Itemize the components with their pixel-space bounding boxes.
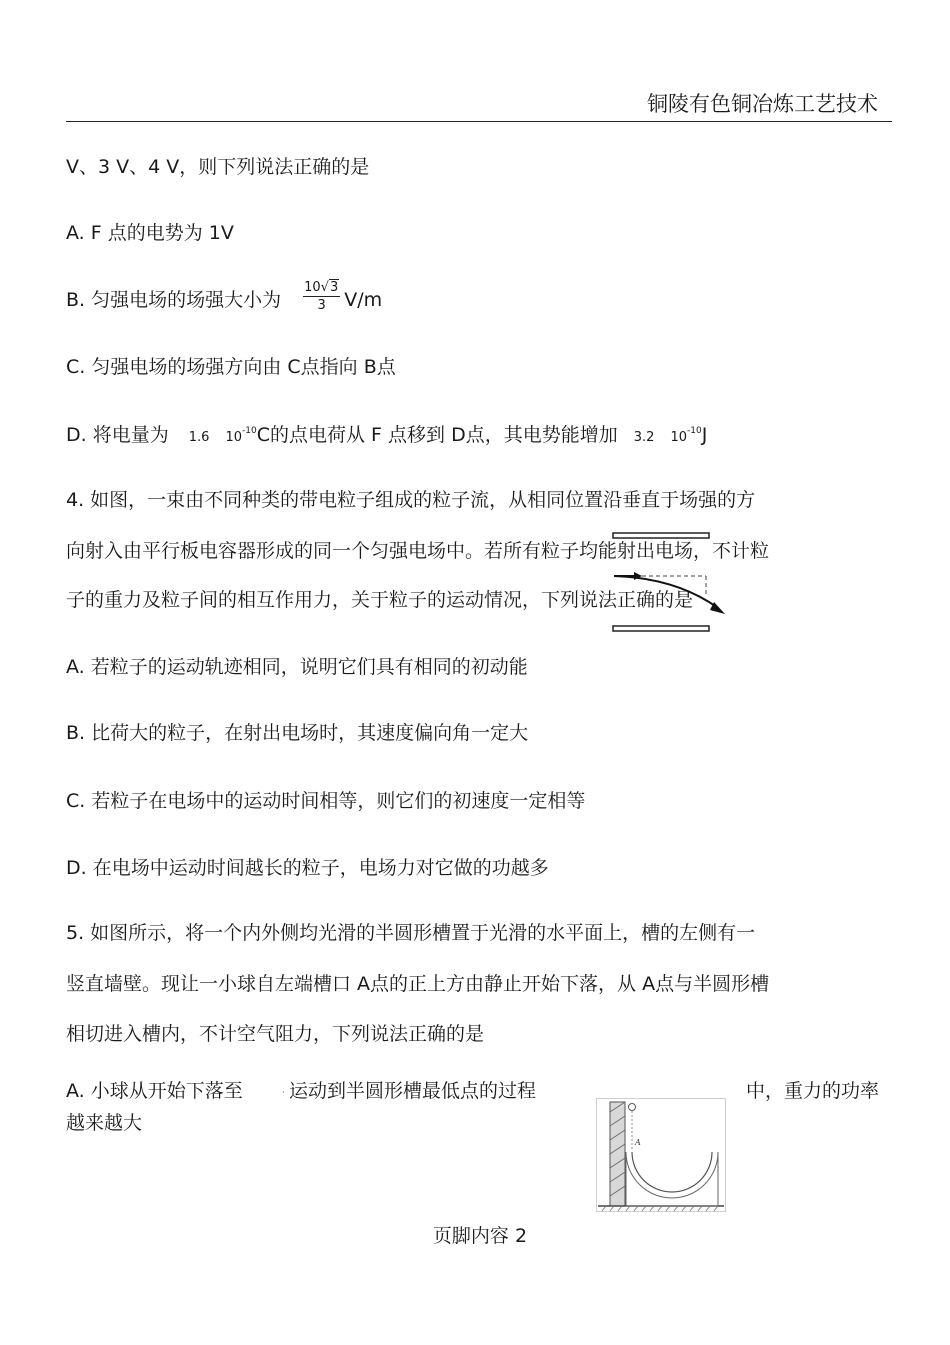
- q4-option-d: D. 在电场中运动时间越长的粒子，电场力对它做的功越多: [66, 857, 549, 879]
- q3-option-d-unit: J: [701, 424, 708, 446]
- energy-coefficient: 3.2: [633, 430, 655, 445]
- fraction-coefficient: 10: [304, 280, 321, 295]
- q3-option-d: [66, 420, 707, 447]
- q4-stem-line-3: 子的重力及粒子间的相互作用力，关于粒子的运动情况，下列说法正确的是: [66, 589, 694, 611]
- charge-coefficient: 1.6: [188, 430, 210, 445]
- point-a-label: A: [635, 1138, 641, 1147]
- q3-option-d-text-2: C的点电荷从 F 点移到 D点，其电势能增加: [256, 424, 618, 446]
- field-strength-fraction: $\frac{10√3}{3}$: [304, 280, 339, 313]
- q5-option-a-part-2: 运动到半圆形槽最低点的过程: [289, 1080, 537, 1102]
- q4-stem-line-2: 向射入由平行板电容器形成的同一个匀强电场中。若所有粒子均能射出电场，不计粒: [66, 540, 770, 562]
- q3-stem-continuation: V、3 V、4 V，则下列说法正确的是: [66, 156, 370, 178]
- q5-option-a-part-3: 中，重力的功率: [746, 1080, 880, 1102]
- q4-option-a: A. 若粒子的运动轨迹相同，说明它们具有相同的初动能: [66, 656, 528, 678]
- q5-stem-line-1: 5. 如图所示，将一个内外侧均光滑的半圆形槽置于光滑的水平面上，槽的左侧有一: [66, 922, 756, 944]
- q4-stem-line-1: 4. 如图，一束由不同种类的带电粒子组成的粒子流，从相同位置沿垂直于场强的方: [66, 489, 756, 511]
- q5-stem-line-3: 相切进入槽内，不计空气阻力，下列说法正确的是: [66, 1023, 485, 1045]
- q3-option-d-text-1: D. 将电量为: [66, 424, 169, 446]
- upper-plate: [613, 533, 709, 538]
- lower-plate: [613, 626, 709, 631]
- q3-option-a: A. F 点的电势为 1V: [66, 222, 234, 244]
- q4-option-c: C. 若粒子在电场中的运动时间相等，则它们的初速度一定相等: [66, 790, 586, 812]
- groove-inner: [632, 1152, 712, 1192]
- capacitor-figure: [606, 530, 736, 636]
- q3-option-b: [66, 280, 383, 317]
- particle-trajectory: [614, 576, 718, 608]
- header-rule: [66, 121, 892, 122]
- page-footer: 页脚内容 2: [432, 1225, 528, 1247]
- groove-outer: [626, 1152, 718, 1206]
- q5-option-a-part-1: A. 小球从开始下落至: [66, 1080, 243, 1102]
- q5-option-a-line-2: 越来越大: [66, 1112, 143, 1134]
- fraction-denominator: 3: [317, 298, 326, 313]
- semicircle-groove-figure: [596, 1098, 726, 1212]
- q4-option-b: B. 比荷大的粒子，在射出电场时，其速度偏向角一定大: [66, 722, 529, 744]
- header-title: 铜陵有色铜冶炼工艺技术: [647, 92, 878, 116]
- q3-option-b-unit: V/m: [344, 289, 383, 311]
- fraction-radicand: 3: [329, 280, 339, 295]
- q5-figure-mark: ·: [282, 1088, 285, 1098]
- energy-base: 10: [670, 430, 688, 445]
- ball: [629, 1104, 636, 1111]
- q5-stem-line-2: 竖直墙壁。现让一小球自左端槽口 A点的正上方由静止开始下落，从 A点与半圆形槽: [66, 973, 770, 995]
- q3-option-b-text: B. 匀强电场的场强大小为: [66, 289, 282, 311]
- charge-exponent: -10: [242, 426, 257, 436]
- q3-option-c: C. 匀强电场的场强方向由 C点指向 B点: [66, 356, 396, 378]
- charge-base: 10: [225, 430, 243, 445]
- energy-exponent: -10: [687, 426, 702, 436]
